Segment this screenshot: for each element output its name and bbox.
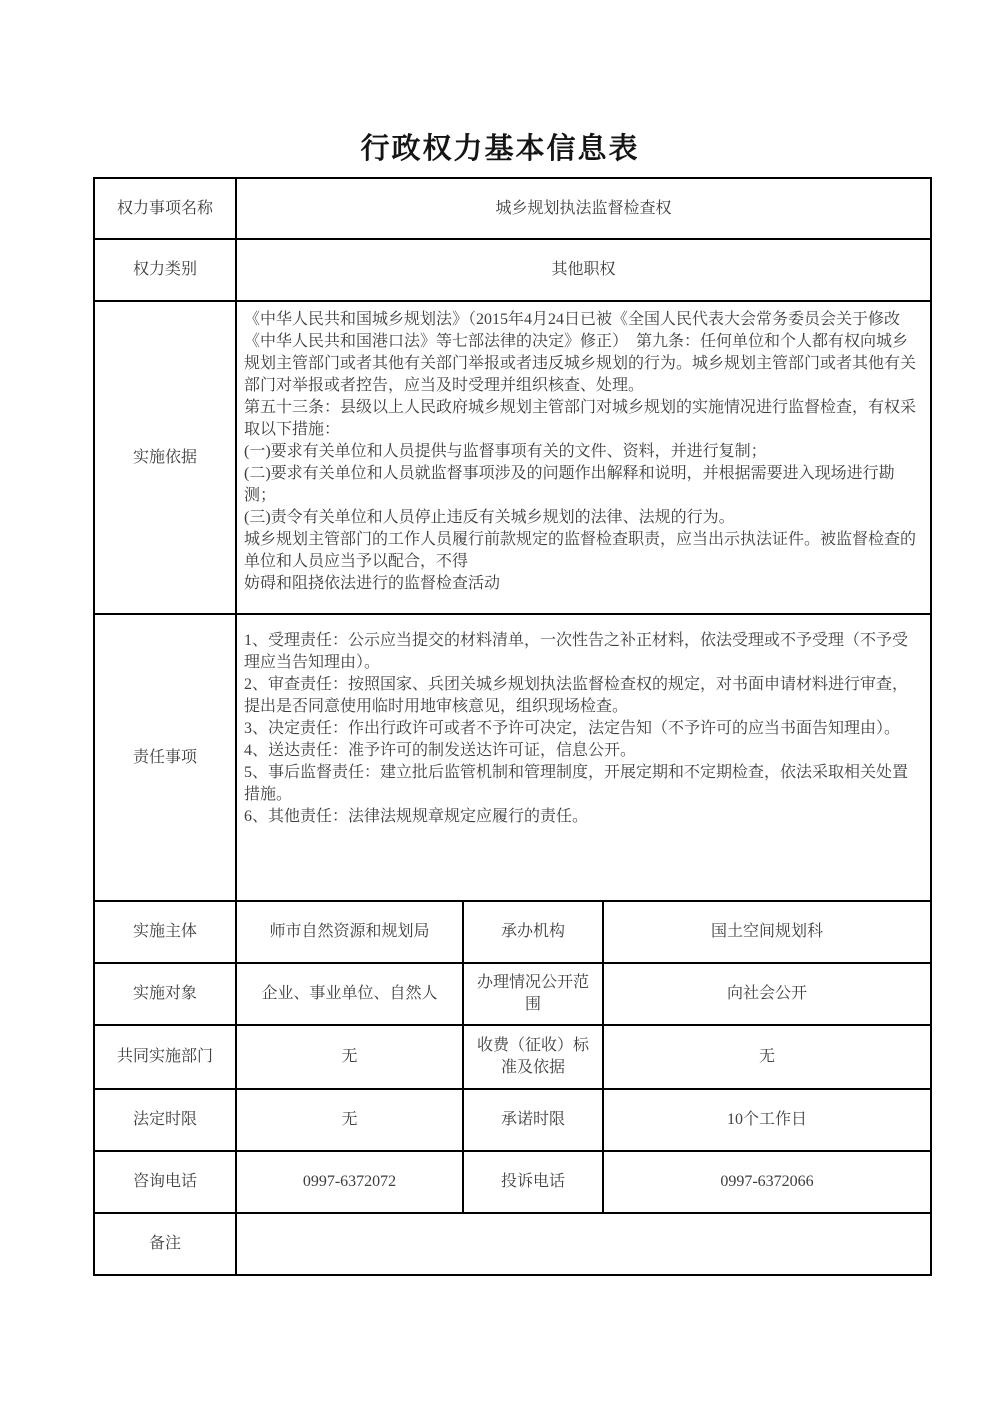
- power-type-value: 其他职权: [236, 239, 931, 301]
- legal-paragraph: 妨碍和阻挠依法进行的监督检查活动: [244, 575, 501, 592]
- promised-limit-label: 承诺时限: [463, 1089, 603, 1151]
- remark-value: [236, 1213, 931, 1275]
- row-implementer: [94, 901, 931, 963]
- statutory-limit-value: 无: [236, 1089, 463, 1151]
- row-target: [94, 963, 931, 1025]
- promised-limit-value: 10个工作日: [603, 1089, 931, 1151]
- row-power-type: [94, 239, 931, 301]
- duties-label: 责任事项: [94, 614, 236, 901]
- inquiry-phone-label: 咨询电话: [94, 1151, 236, 1213]
- target-value: 企业、事业单位、自然人: [236, 963, 463, 1025]
- info-table: [93, 177, 932, 1276]
- fee-standard-label: 收费（征收）标准及依据: [463, 1025, 603, 1089]
- joint-departments-label: 共同实施部门: [94, 1025, 236, 1089]
- duty-paragraph: 3、决定责任：作出行政许可或者不予许可决定，法定告知（不予许可的应当书面告知理由）。: [244, 720, 901, 737]
- row-phones: [94, 1151, 931, 1213]
- legal-paragraph: 第五十三条：县级以上人民政府城乡规划主管部门对城乡规划的实施情况进行监督检查，有权采取以下措施：: [244, 399, 917, 438]
- row-remark: [94, 1213, 931, 1275]
- complaint-phone-label: 投诉电话: [463, 1151, 603, 1213]
- implementer-label: 实施主体: [94, 901, 236, 963]
- remark-label: 备注: [94, 1213, 236, 1275]
- duty-paragraph: 2、审查责任：按照国家、兵团关城乡规划执法监督检查权的规定，对书面申请材料进行审查，提出是否同意使用临时用地审核意见，组织现场检查。: [244, 676, 909, 715]
- duty-paragraph: 1、受理责任：公示应当提交的材料清单，一次性告之补正材料，依法受理或不予受理（不予受理应当告知理由）。: [244, 632, 909, 671]
- duty-paragraph: 4、送达责任：准予许可的制发送达许可证，信息公开。: [244, 742, 637, 759]
- duty-paragraph: 5、事后监督责任：建立批后监管机制和管理制度，开展定期和不定期检查，依法采取相关处置措施。: [244, 764, 909, 803]
- handling-org-label: 承办机构: [463, 901, 603, 963]
- power-name-label: 权力事项名称: [94, 178, 236, 239]
- handling-org-value: 国土空间规划科: [603, 901, 931, 963]
- legal-paragraph: (二)要求有关单位和人员就监督事项涉及的问题作出解释和说明，并根据需要进入现场进行勘测；: [244, 465, 895, 504]
- legal-paragraph: 城乡规划主管部门的工作人员履行前款规定的监督检查职责，应当出示执法证件。被监督检查的单位和人员应当予以配合，不得: [244, 531, 917, 570]
- joint-departments-value: 无: [236, 1025, 463, 1089]
- implementer-value: 师市自然资源和规划局: [236, 901, 463, 963]
- row-power-name: [94, 178, 931, 239]
- duties-text: [236, 614, 931, 901]
- row-joint-departments: [94, 1025, 931, 1089]
- page-title: 行政权力基本信息表: [360, 133, 640, 165]
- row-time-limits: [94, 1089, 931, 1151]
- row-legal-basis: [94, 301, 931, 614]
- statutory-limit-label: 法定时限: [94, 1089, 236, 1151]
- inquiry-phone-value: 0997-6372072: [236, 1151, 463, 1213]
- legal-paragraph: (一)要求有关单位和人员提供与监督事项有关的文件、资料，并进行复制；: [244, 443, 767, 460]
- complaint-phone-value: 0997-6372066: [603, 1151, 931, 1213]
- duty-paragraph: 6、其他责任：法律法规规章规定应履行的责任。: [244, 808, 589, 825]
- legal-paragraph: (三)责令有关单位和人员停止违反有关城乡规划的法律、法规的行为。: [244, 509, 735, 526]
- target-label: 实施对象: [94, 963, 236, 1025]
- legal-basis-label: 实施依据: [94, 301, 236, 614]
- power-type-label: 权力类别: [94, 239, 236, 301]
- fee-standard-value: 无: [603, 1025, 931, 1089]
- disclosure-scope-value: 向社会公开: [603, 963, 931, 1025]
- legal-paragraph: 《中华人民共和国城乡规划法》（2015年4月24日已被《全国人民代表大会常务委员会关于修改《中华人民共和国港口法》等七部法律的决定》修正） 第九条：任何单位和个人都有权向城乡规划主管部门或者其他有关部门举报或者违反城乡规划的行为。城乡规划主管部门或者其他有关部门对举报或者控告，应当及时受理并组织核查、处理。: [244, 311, 917, 394]
- row-duties: [94, 614, 931, 901]
- legal-basis-text: [236, 301, 931, 614]
- power-name-value: 城乡规划执法监督检查权: [236, 178, 931, 239]
- disclosure-scope-label: 办理情况公开范围: [463, 963, 603, 1025]
